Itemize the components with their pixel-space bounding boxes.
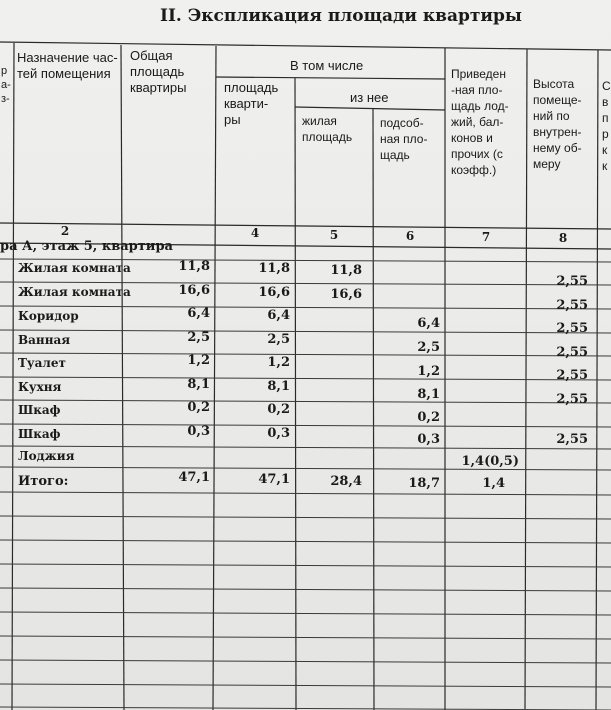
cell-height: 2,55 [556, 345, 588, 360]
header-col-9: С в п р к к [602, 79, 611, 173]
row-name: Туалет [18, 356, 66, 370]
column-number: 4 [250, 226, 260, 240]
column-number: 6 [405, 229, 415, 243]
cell-height: 2,55 [556, 368, 588, 383]
total-auxiliary: 18,7 [408, 476, 440, 491]
column-number: 5 [329, 228, 339, 242]
cell-height: 2,55 [556, 274, 588, 289]
row-name: Жилая комната [18, 261, 131, 275]
total-loggia: 1,4 [482, 476, 505, 491]
page-title: II. Экспликация площади квартиры [160, 6, 522, 26]
cell-living: 11,8 [330, 263, 362, 278]
row-name: Шкаф [18, 427, 61, 441]
cell-auxiliary: 6,4 [417, 316, 440, 331]
header-living-area: жилая площадь [302, 114, 353, 144]
cell-apartment: 2,5 [267, 332, 290, 347]
header-room-purpose: Назначение час- тей помещения [17, 50, 118, 81]
cell-apartment: 11,8 [258, 261, 290, 276]
column-number: 8 [558, 231, 568, 245]
cell-total: 1,2 [187, 353, 210, 368]
header-loggia-area: Приведен -ная пло- щадь лод- жий, бал- конов и прочих (с коэфф.) [451, 67, 509, 177]
cell-height: 2,55 [556, 298, 588, 313]
cell-height: 2,55 [556, 321, 588, 336]
header-auxiliary-area: подсоб- ная пло- щадь [380, 116, 428, 162]
total-total: 47,1 [178, 470, 210, 485]
header-room-height: Высота помеще- ний по внутрен- нему об- меру [533, 77, 582, 171]
cell-auxiliary: 1,2 [417, 364, 440, 379]
column-number: 2 [60, 224, 70, 238]
row-name: Жилая комната [18, 285, 131, 299]
column-number: 7 [481, 230, 491, 244]
section-label: ра А, этаж 5, квартира [0, 239, 173, 254]
cell-total: 2,5 [187, 330, 210, 345]
cell-total: 8,1 [187, 377, 210, 392]
cell-living: 16,6 [330, 287, 362, 302]
cell-total: 16,6 [178, 283, 210, 298]
cell-total: 11,8 [178, 259, 210, 274]
cell-height: 2,55 [556, 432, 588, 447]
header-of-which: из нее [350, 90, 389, 105]
cell-apartment: 0,2 [267, 402, 290, 417]
cell-total: 0,3 [187, 424, 210, 439]
total-apartment: 47,1 [258, 472, 290, 487]
header-apartment-area: площадь кварти- ры [224, 80, 279, 127]
cell-apartment: 8,1 [267, 379, 290, 394]
cell-auxiliary: 0,2 [417, 410, 440, 425]
header-col-number: р а- з- [1, 65, 11, 105]
cell-apartment: 1,2 [267, 355, 290, 370]
row-name: Лоджия [18, 449, 75, 463]
cell-auxiliary: 8,1 [417, 387, 440, 402]
header-including: В том числе [290, 58, 364, 73]
total-living: 28,4 [330, 474, 362, 489]
total-row-label: Итого: [18, 474, 69, 489]
cell-auxiliary: 2,5 [417, 340, 440, 355]
cell-total: 0,2 [187, 400, 210, 415]
cell-apartment: 6,4 [267, 308, 290, 323]
cell-total: 6,4 [187, 306, 210, 321]
cell-apartment: 0,3 [267, 426, 290, 441]
row-name: Коридор [18, 309, 79, 323]
row-name: Ванная [18, 333, 71, 347]
header-total-area: Общая площадь квартиры [130, 48, 187, 95]
cell-loggia: 1,4(0,5) [461, 454, 519, 469]
cell-height: 2,55 [556, 392, 588, 407]
cell-apartment: 16,6 [258, 285, 290, 300]
row-name: Кухня [18, 380, 62, 394]
cell-auxiliary: 0,3 [417, 432, 440, 447]
row-name: Шкаф [18, 403, 61, 417]
